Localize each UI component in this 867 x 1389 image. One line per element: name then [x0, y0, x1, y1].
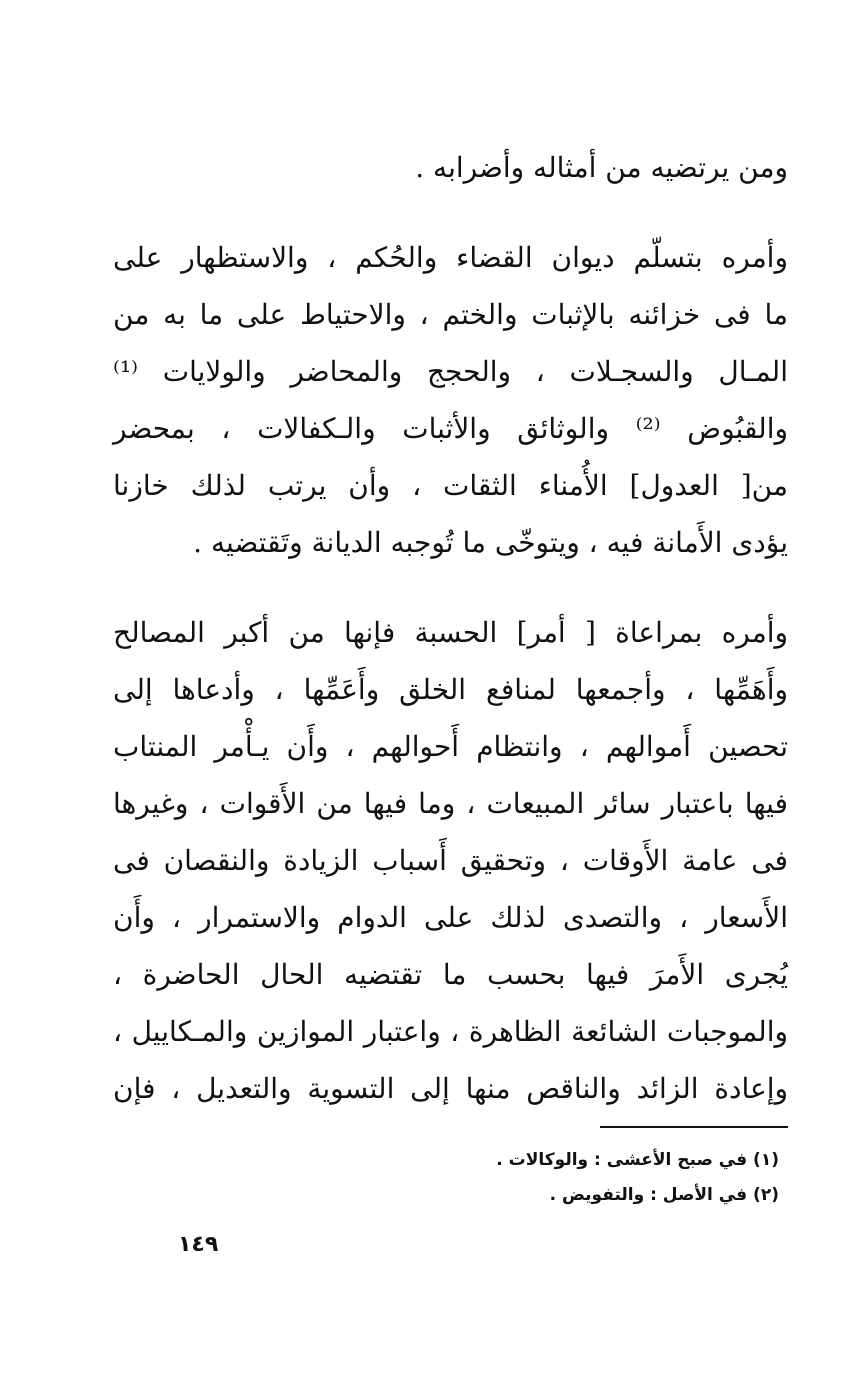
footnote-1: (١) في صبح الأعشى : والوكالات .	[496, 1150, 779, 1170]
text-line-9: وأَهَمِّها ، وأجمعها لمنافع الخلق وأَعَمِّها ، وأدعاها إلى	[113, 673, 788, 706]
page-number: ١٤٩	[178, 1232, 219, 1257]
text-line-6: من[ العدول] الأُمناء الثقات ، وأن يرتب لذلك خازنا	[113, 469, 788, 502]
text-line-8: وأمره بمراعاة [ أمر] الحسبة فإنها من أكبر المصالح	[113, 616, 788, 649]
text-line-15: والموجبات الشائعة الظاهرة ، واعتبار الموازين والمـكاييل ،	[113, 1015, 788, 1048]
text-line-5: والقبُوض ⁽²⁾ والوثائق والأثبات والـكفالات ، بمحضر	[113, 412, 788, 445]
footnote-divider	[600, 1126, 788, 1128]
text-line-2: وأمره بتسلّم ديوان القضاء والحُكم ، والاستظهار على	[113, 241, 788, 274]
text-line-14: يُجرى الأَمرَ فيها بحسب ما تقتضيه الحال الحاضرة ،	[113, 958, 788, 991]
text-line-4: المـال والسجـلات ، والحجج والمحاضر والولايات ⁽¹⁾	[113, 355, 788, 388]
text-line-16: وإعادة الزائد والناقص منها إلى التسوية والتعديل ، فإن	[113, 1072, 788, 1105]
text-line-11: فيها باعتبار سائر المبيعات ، وما فيها من الأَقوات ، وغيرها	[113, 787, 788, 820]
text-line-10: تحصين أَموالهم ، وانتظام أَحوالهم ، وأَن يـأْمر المنتاب	[113, 730, 788, 763]
text-line-12: فى عامة الأَوقات ، وتحقيق أَسباب الزيادة والنقصان فى	[113, 844, 788, 877]
footnote-2: (٢) في الأصل : والتفويض .	[549, 1185, 779, 1205]
text-line-1: ومن يرتضيه من أمثاله وأضرابه .	[415, 151, 788, 184]
text-line-3: ما فى خزائنه بالإثبات والختم ، والاحتياط على ما به من	[113, 298, 788, 331]
text-line-13: الأَسعار ، والتصدى لذلك على الدوام والاستمرار ، وأَن	[113, 901, 788, 934]
text-line-7: يؤدى الأَمانة فيه ، ويتوخّى ما تُوجبه الديانة وتَقتضيه .	[193, 526, 788, 559]
